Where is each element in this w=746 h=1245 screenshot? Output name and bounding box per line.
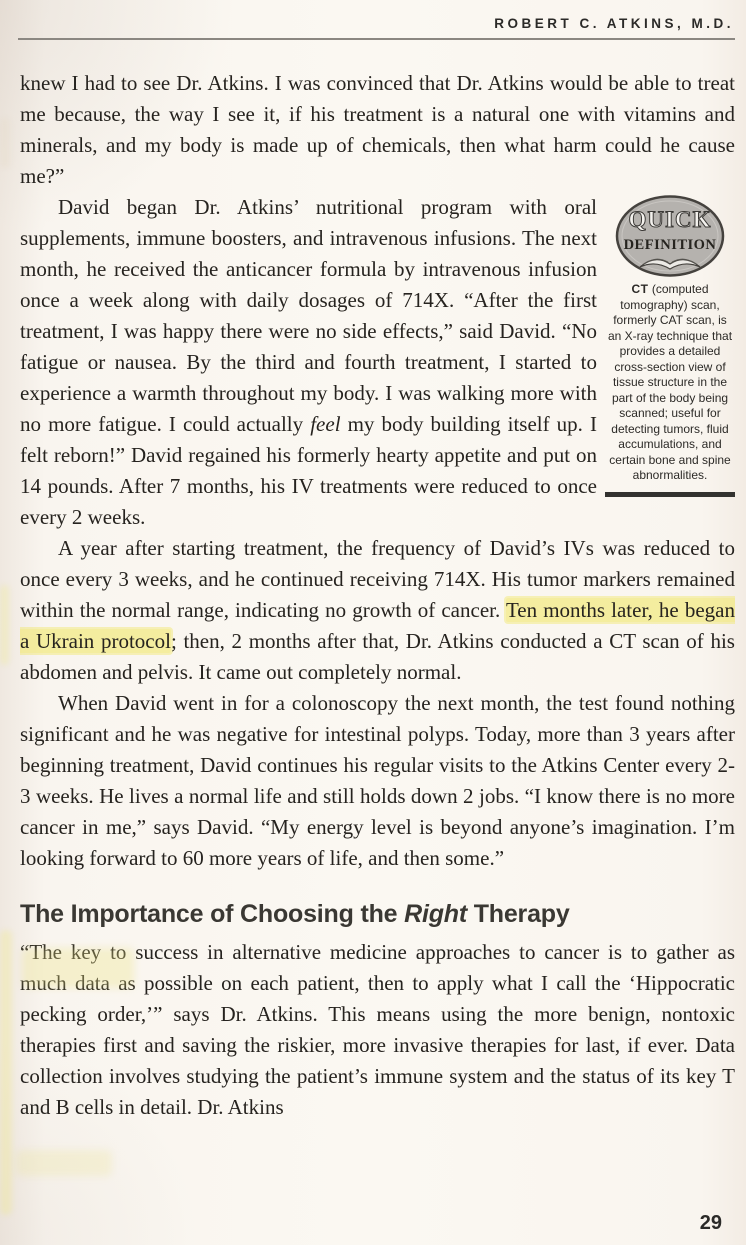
paragraph-2-text-cont: my body building itself up. I felt reborn!” David regained his formerly hearty appetite and put on 14 pounds. After 7 months, his IV treatments were reduced to once every 2 weeks. — [20, 412, 597, 529]
paragraph-3-text-cont: ; then, 2 months after that, Dr. Atkins conducted a CT scan of his abdomen and pelvis. It came out completely normal. — [20, 629, 735, 684]
badge-word-quick: QUICK — [628, 207, 712, 232]
paragraph-3-text: A year after starting treatment, the frequency of David’s IVs was reduced to once every 3 weeks, and he continued receiving 714X. His tumor markers remained within the normal range, indicating no growth of cancer. — [20, 536, 735, 622]
section-heading-pre: The Importance of Choosing the — [20, 900, 405, 928]
paragraph-4: When David went in for a colonoscopy the next month, the test found nothing significant and he was negative for intestinal polyps. Today, more than 3 years after beginning treatment, David continues his regular visits to the Atkins Center every 2-3 weeks. He lives a normal life and still holds down 2 jobs. “I know there is no more cancer in me,” says David. “My energy level is beyond anyone’s imagination. I’m looking forward to 60 more years of life, and then some.” — [20, 691, 735, 870]
badge-word-definition: DEFINITION — [623, 237, 717, 253]
italic-word-feel: feel — [310, 412, 341, 436]
definition-term: CT — [631, 282, 649, 296]
paragraph-3 — [20, 533, 735, 688]
section-heading-post: Therapy — [466, 900, 570, 928]
quick-definition-badge-icon — [609, 194, 731, 278]
definition-body: (computed tomography) scan, formerly CAT scan, is an X-ray technique that provides a detailed cross-section view of tissue structure in the part of the body being scanned; useful for detecting tumors, fluid accumulations, and certain bone and spine abnormalities. — [607, 282, 733, 482]
section-heading-emphasis: Right — [404, 900, 467, 928]
quick-definition-box — [605, 194, 735, 497]
highlighted-sentence: Ten months later, he began a Ukrain protocol — [20, 598, 735, 653]
paragraph-2-text: David began Dr. Atkins’ nutritional program with oral supplements, immune boosters, and intravenous infusions. The next month, he received the anticancer formula by intravenous infusion once a week along with daily dosages of 714X. “After the first treatment, I was happy there were no side effects,” said David. “No fatigue or nausea. By the third and fourth treatment, I started to experience a warmth throughout my body. I was walking more with no more fatigue. I could actually — [20, 195, 597, 436]
section-heading — [20, 899, 735, 930]
page-number: 29 — [699, 1212, 722, 1234]
paragraph-5: “The key to success in alternative medicine approaches to cancer is to gather as much data as possible on each patient, then to apply what I call the ‘Hippocratic pecking order,’” says Dr. Atkins. This means using the more benign, nontoxic therapies first and saving the riskier, more invasive therapies for last, if ever. Data collection involves studying the patient’s immune system and the status of its key T and B cells in detail. Dr. Atkins — [20, 940, 735, 1119]
highlighter-smudge — [16, 1150, 112, 1176]
running-header-author: ROBERT C. ATKINS, M.D. — [494, 16, 734, 31]
page-body — [0, 40, 746, 1123]
definition-text — [605, 282, 735, 484]
paragraph-1: knew I had to see Dr. Atkins. I was convinced that Dr. Atkins would be able to treat me because, the way I see it, if his treatment is a natural one with vitamins and minerals, and my body is made up of chemicals, then what harm could he cause me?” — [20, 71, 735, 188]
